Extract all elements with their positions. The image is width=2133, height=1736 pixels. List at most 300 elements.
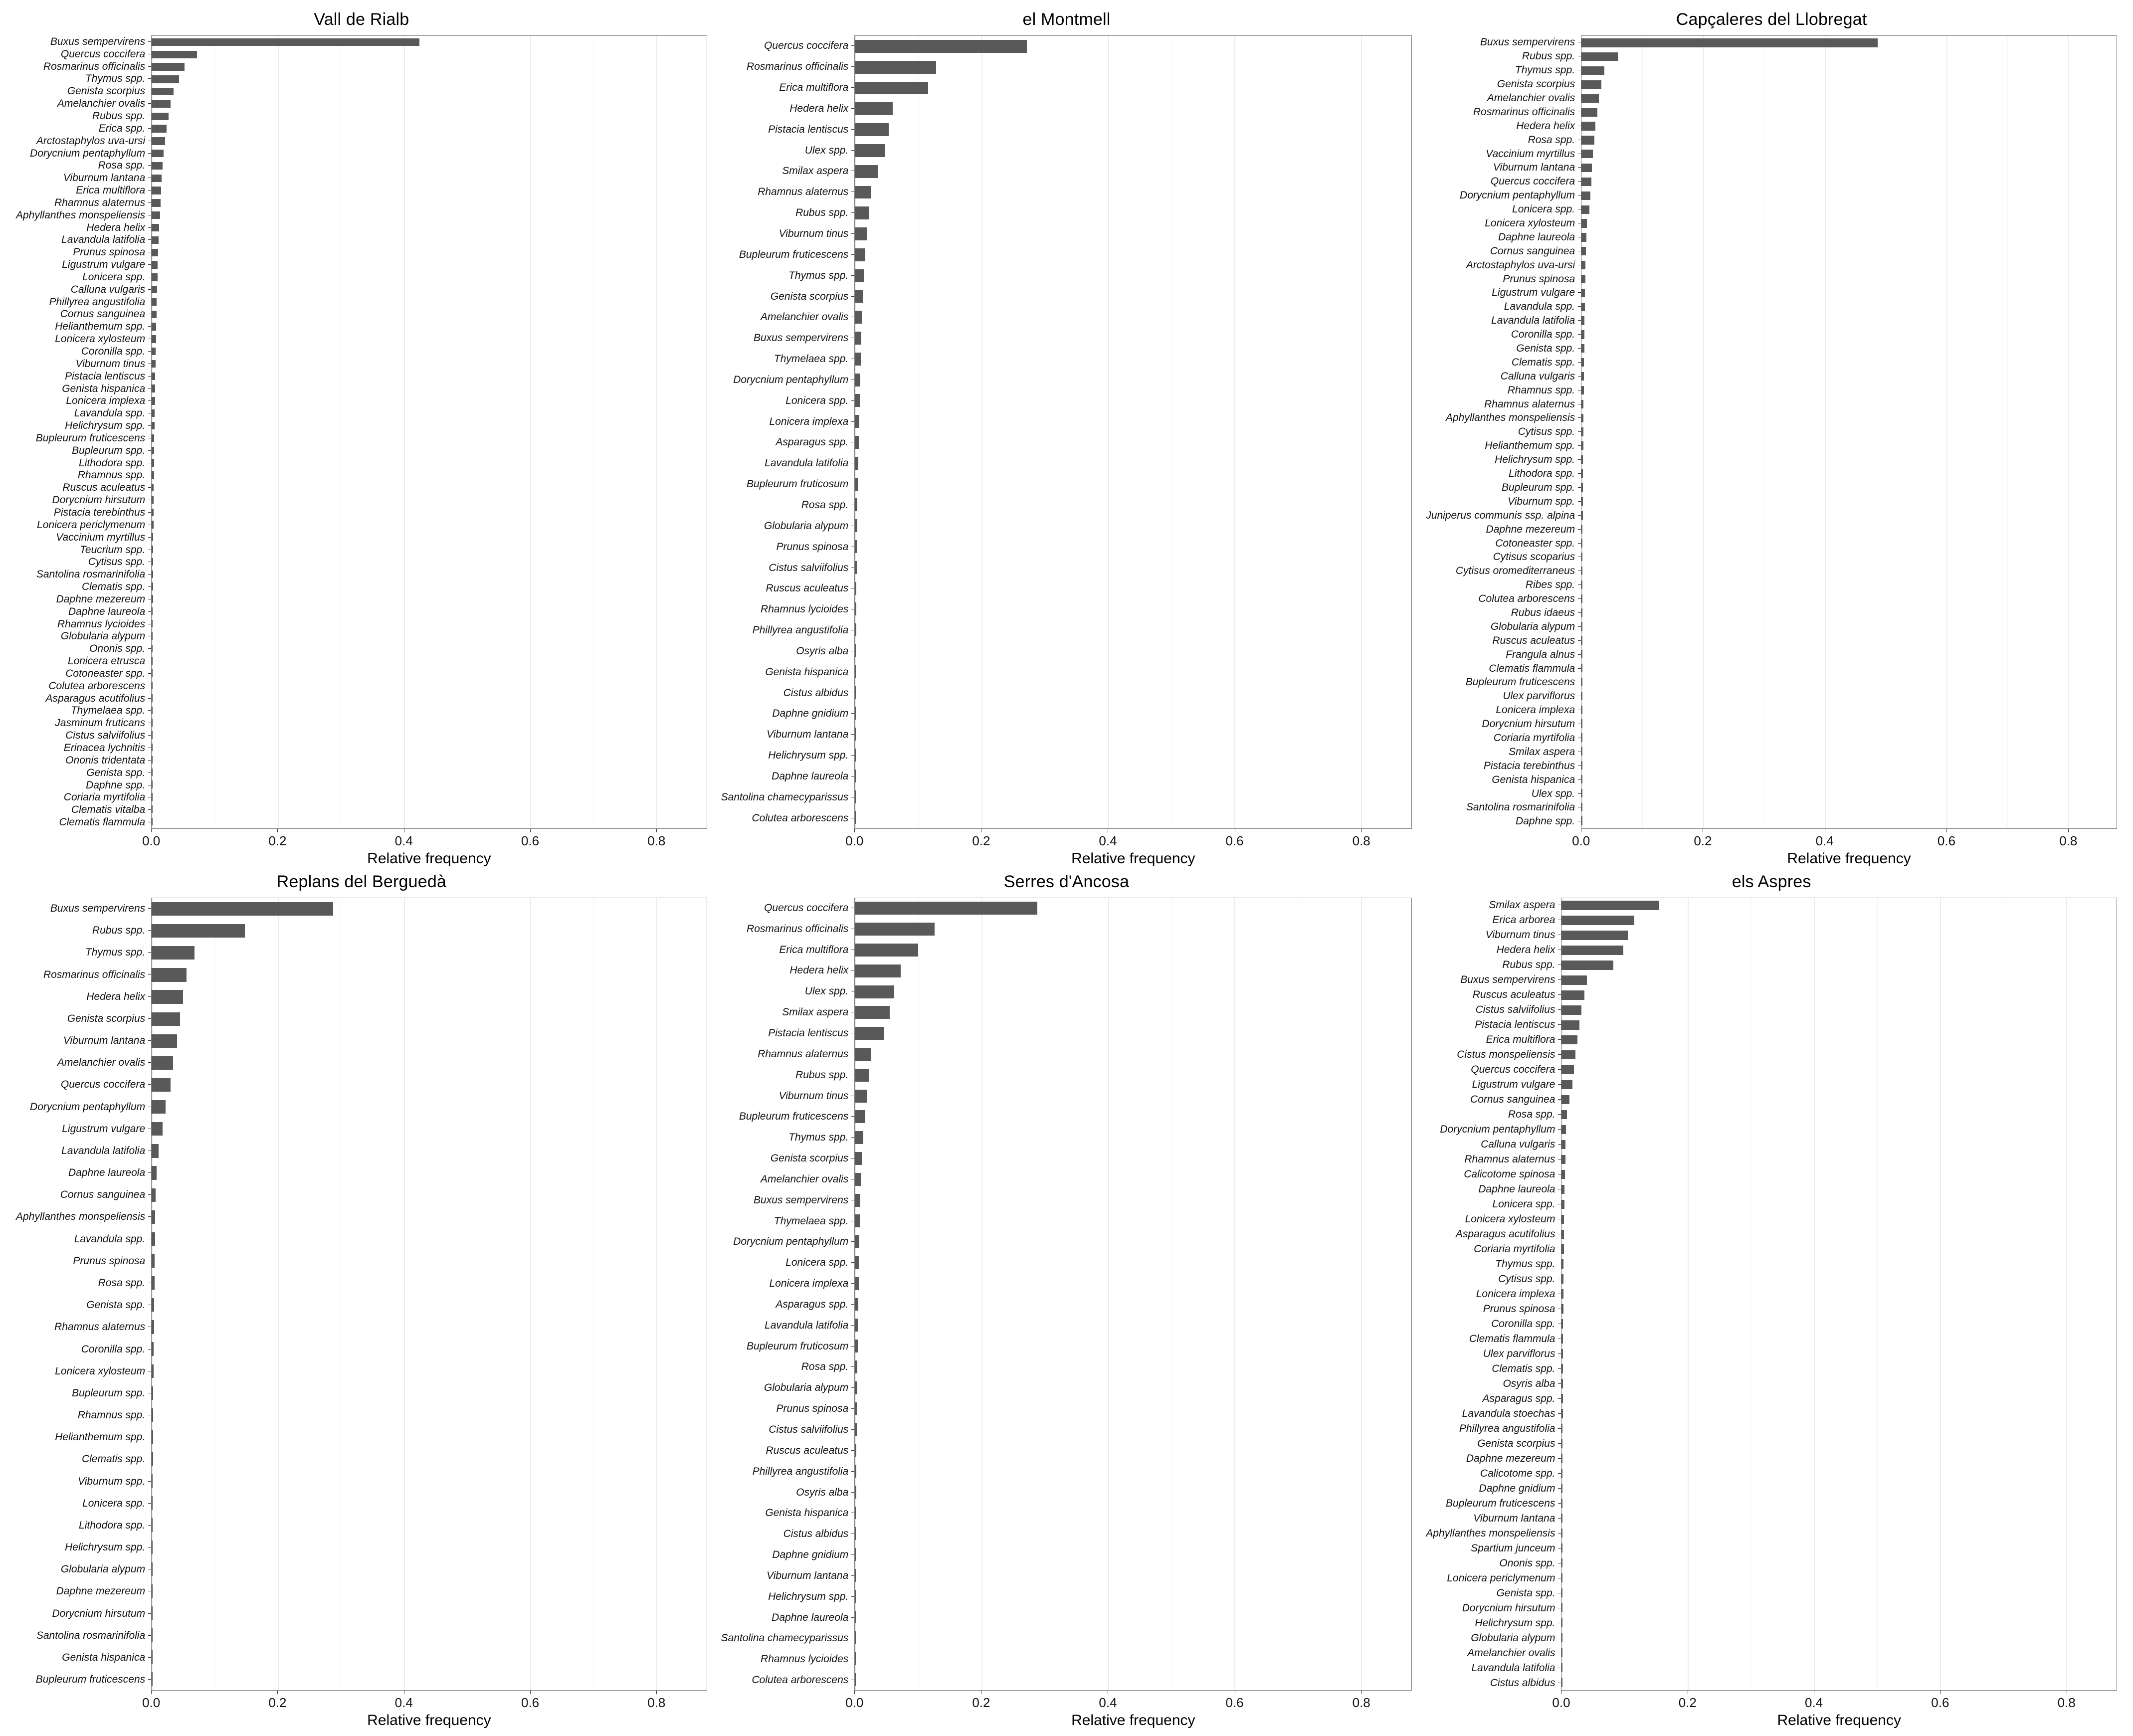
bar-row — [152, 704, 707, 717]
bar-row — [152, 803, 707, 815]
y-axis-label: Rubus spp. — [92, 925, 146, 937]
bar — [1561, 1454, 1562, 1463]
bar — [152, 1166, 156, 1179]
x-tick-label: 0.6 — [1931, 1695, 1949, 1710]
bar-row — [1581, 550, 2117, 564]
bar-row — [1561, 1167, 2117, 1182]
y-axis-label: Cistus monspeliensis — [1457, 1049, 1555, 1060]
bar — [855, 269, 864, 282]
y-axis-label: Daphne laureola — [1478, 1183, 1555, 1195]
bar — [152, 1298, 154, 1312]
y-axis-label: Amelanchier ovalis — [1467, 1647, 1555, 1659]
bar — [855, 1152, 862, 1165]
x-tick-label: 0.6 — [521, 1695, 540, 1710]
bar-row — [1581, 453, 2117, 467]
y-axis-label: Hedera helix — [1496, 944, 1555, 956]
bar-row — [152, 209, 707, 221]
bar — [152, 1408, 153, 1422]
y-axis-label: Aphyllanthes monspeliensis — [16, 209, 146, 221]
plot-canvas — [1561, 898, 2117, 1691]
bar-row — [152, 321, 707, 333]
bar-row — [855, 474, 1411, 495]
bar-row — [855, 161, 1411, 182]
bar-row — [152, 345, 707, 358]
y-axis-label: Helianthemum spp. — [55, 1431, 146, 1443]
plot-canvas — [854, 35, 1412, 829]
bar-series — [152, 36, 707, 828]
bar — [855, 1673, 856, 1686]
y-axis-label: Colutea arborescens — [752, 812, 849, 824]
x-tick-label: 0.0 — [1552, 1695, 1570, 1710]
bar — [152, 125, 167, 132]
y-axis-label: Bupleurum fruticescens — [739, 248, 849, 260]
bar — [855, 1569, 856, 1582]
bar-row — [1561, 1002, 2117, 1017]
bar — [152, 1452, 153, 1466]
bar — [855, 686, 856, 699]
y-axis-label: Coronilla spp. — [81, 1343, 146, 1355]
bar — [1561, 975, 1587, 985]
y-axis-label: Lonicera spp. — [785, 1257, 849, 1269]
bar-row — [1581, 244, 2117, 258]
y-axis-label: Erica spp. — [98, 122, 146, 134]
bar-row — [1581, 383, 2117, 397]
plot-area — [721, 898, 1412, 1691]
bar — [855, 248, 865, 261]
y-axis-label: Phillyrea angustifolia — [1459, 1423, 1555, 1434]
x-tick-label: 0.4 — [1099, 1695, 1117, 1710]
y-axis-label: Viburnum lantana — [1493, 162, 1575, 174]
x-tick — [854, 829, 855, 832]
bar-row — [855, 557, 1411, 578]
bar — [1581, 441, 1583, 450]
bar-row — [855, 1544, 1411, 1565]
bar — [855, 665, 856, 678]
bar — [1581, 692, 1582, 700]
bar — [1581, 636, 1582, 644]
bar — [1561, 1499, 1562, 1508]
bar — [1561, 1469, 1562, 1478]
bar — [152, 657, 153, 664]
bar-row — [152, 920, 707, 942]
bar-row — [152, 1250, 707, 1272]
bar — [855, 457, 858, 470]
y-axis-label: Dorycnium pentaphyllum — [1460, 190, 1575, 201]
bar-row — [1561, 1332, 2117, 1347]
bar — [855, 1110, 865, 1123]
bar — [152, 261, 158, 268]
panel-title: els Aspres — [1732, 872, 1811, 891]
y-axis-label: Genista scorpius — [770, 1153, 849, 1164]
bar — [152, 694, 153, 702]
y-axis-label: Lavandula latifolia — [1491, 315, 1575, 327]
y-axis-label: Cytisus spp. — [1518, 426, 1575, 438]
bar — [1581, 289, 1585, 297]
y-axis-label: Genista hispanica — [765, 666, 849, 678]
y-axis-label: Bupleurum fruticescens — [739, 1111, 849, 1123]
bar-row — [152, 296, 707, 308]
bar-row — [1561, 1017, 2117, 1032]
bar-row — [855, 1482, 1411, 1503]
bar-row — [855, 244, 1411, 265]
bar-row — [855, 786, 1411, 807]
bar-row — [855, 307, 1411, 328]
bar-row — [1581, 272, 2117, 286]
bar-row — [152, 519, 707, 531]
bar-row — [855, 1627, 1411, 1648]
bar-row — [152, 308, 707, 321]
y-axis-label: Erica arborea — [1492, 914, 1555, 926]
y-axis-label: Genista spp. — [86, 767, 146, 778]
y-axis-label: Ulex parviflorus — [1483, 1348, 1555, 1359]
bar-row — [855, 981, 1411, 1002]
y-axis-label: Daphne spp. — [1516, 815, 1575, 827]
y-axis-label: Rhamnus alaternus — [54, 1321, 146, 1333]
bar-row — [1581, 258, 2117, 272]
bar-row — [152, 1514, 707, 1536]
bar-row — [152, 1492, 707, 1514]
y-axis-label: Rosa spp. — [1508, 1109, 1555, 1120]
y-axis-label: Helichrysum spp. — [65, 1542, 146, 1553]
bar — [1561, 1155, 1565, 1164]
bar — [1561, 1110, 1567, 1120]
bar-row — [152, 568, 707, 580]
bar — [1561, 1304, 1563, 1314]
y-axis-label: Coronilla spp. — [1491, 1318, 1555, 1330]
y-axis-label: Rhamnus lycioides — [761, 603, 849, 615]
bar-row — [152, 1316, 707, 1338]
x-axis-title: Relative frequency — [1777, 1712, 1901, 1729]
y-axis-label: Cistus salviifolius — [769, 1424, 849, 1436]
bar-row — [855, 78, 1411, 99]
axis-spacer — [16, 829, 151, 849]
bar — [1561, 1633, 1562, 1643]
y-axis-label: Cotoneaster spp. — [1495, 537, 1575, 549]
bar-row — [152, 358, 707, 370]
y-axis-label: Asparagus spp. — [776, 436, 849, 448]
y-axis-label: Genista scorpius — [1477, 1438, 1555, 1449]
bar-row — [1561, 1451, 2117, 1466]
bar — [152, 707, 153, 714]
bar-row — [152, 494, 707, 506]
bar-row — [152, 1404, 707, 1426]
bar-row — [152, 741, 707, 754]
bar — [855, 394, 859, 407]
bar-row — [152, 185, 707, 197]
bar — [855, 290, 862, 303]
bar — [1581, 803, 1582, 811]
y-axis-labels — [721, 898, 852, 1691]
y-axis-label: Prunus spinosa — [776, 541, 849, 553]
bar-row — [1561, 1317, 2117, 1332]
bar — [1581, 789, 1582, 797]
x-tick — [530, 829, 531, 832]
bar — [1581, 608, 1582, 617]
axis-spacer — [1426, 1691, 1561, 1711]
bar-row — [152, 1052, 707, 1074]
bar — [152, 187, 161, 194]
bar — [152, 38, 419, 46]
bar — [1561, 1364, 1562, 1373]
y-axis-label: Lonicera implexa — [1476, 1288, 1555, 1300]
bar-row — [855, 98, 1411, 119]
bar — [1561, 1678, 1562, 1688]
y-axis-label: Daphne mezereum — [1486, 523, 1575, 535]
y-axis-label: Cistus albidus — [1490, 1677, 1555, 1689]
bar-row — [1561, 1391, 2117, 1406]
bar — [1561, 1409, 1562, 1418]
x-tick-label: 0.4 — [394, 1695, 413, 1710]
bar-row — [152, 531, 707, 544]
y-axis-label: Osyris alba — [1503, 1378, 1555, 1389]
bar-row — [152, 61, 707, 73]
y-axis-label: Colutea arborescens — [1478, 593, 1575, 605]
y-axis-label: Lavandula stoechas — [1462, 1408, 1555, 1419]
bar — [152, 422, 155, 429]
bar-row — [855, 140, 1411, 161]
bar — [1561, 1274, 1563, 1284]
plot-canvas — [854, 898, 1412, 1691]
y-axis-label: Quercus coccifera — [1490, 176, 1575, 188]
bar-row — [1561, 1615, 2117, 1630]
bar-row — [855, 202, 1411, 223]
bar — [152, 1474, 153, 1488]
y-axis-label: Hedera helix — [1516, 120, 1575, 132]
bar-row — [152, 469, 707, 481]
bar — [1581, 539, 1582, 547]
y-axis-label: Cytisus spp. — [88, 556, 146, 568]
bar — [152, 63, 185, 70]
y-axis-label: Viburnum tinus — [778, 228, 849, 240]
bar-row — [152, 580, 707, 593]
bar — [1581, 511, 1582, 520]
x-tick — [151, 1691, 152, 1694]
bar — [152, 224, 159, 231]
bar — [152, 459, 154, 466]
bar — [152, 1584, 153, 1598]
bar — [1581, 816, 1582, 825]
y-axis-label: Helichrysum spp. — [1475, 1617, 1555, 1629]
bar-row — [152, 1448, 707, 1470]
x-axis — [16, 829, 707, 867]
y-axis-labels — [16, 35, 148, 829]
bar-row — [152, 1558, 707, 1580]
bar — [855, 1590, 856, 1603]
y-axis-label: Dorycnium hirsutum — [1482, 718, 1575, 730]
y-axis-label: Erica multiflora — [779, 82, 849, 94]
bar — [152, 236, 159, 244]
bar-row — [855, 1231, 1411, 1252]
y-axis-label: Dorycnium pentaphyllum — [1440, 1124, 1555, 1135]
bar — [152, 769, 153, 776]
x-tick — [1946, 829, 1947, 832]
bar-row — [1581, 675, 2117, 689]
y-axis-label: Ruscus aculeatus — [1492, 634, 1575, 646]
bar — [1581, 427, 1583, 436]
y-axis-label: Aphyllanthes monspeliensis — [1445, 412, 1575, 424]
bar — [152, 1342, 154, 1355]
bar — [152, 546, 153, 553]
bar-row — [1561, 1585, 2117, 1600]
y-axis-label: Daphne laureola — [68, 605, 146, 617]
bar-row — [855, 390, 1411, 411]
bar — [1561, 1230, 1564, 1239]
bar-row — [152, 135, 707, 148]
y-axis-label: Rhamnus spp. — [77, 1409, 146, 1421]
bar-row — [152, 259, 707, 271]
bar-row — [855, 370, 1411, 390]
bar-row — [1581, 661, 2117, 675]
y-axis-label: Daphne laureola — [772, 1611, 849, 1623]
y-axis-label: Smilax aspera — [1509, 746, 1575, 758]
bar — [152, 607, 153, 615]
bar — [1581, 150, 1593, 158]
y-axis-label: Erica multiflora — [76, 185, 146, 196]
bar-row — [855, 1148, 1411, 1169]
bar — [152, 1012, 180, 1026]
bar-row — [152, 370, 707, 383]
x-tick-label: 0.8 — [647, 1695, 666, 1710]
x-axis — [721, 1691, 1412, 1729]
bar — [1561, 1005, 1581, 1015]
bar-row — [1561, 1032, 2117, 1047]
y-axis-label: Clematis flammula — [1489, 662, 1575, 674]
bar — [1581, 664, 1582, 672]
y-axis-label: Bupleurum spp. — [1502, 481, 1575, 493]
y-axis-label: Rosmarinus officinalis — [43, 60, 146, 72]
bar — [855, 61, 936, 74]
bar-row — [855, 1607, 1411, 1628]
y-axis-label: Rhamnus alaternus — [758, 186, 849, 198]
bar — [1581, 38, 1878, 47]
bar-row — [152, 692, 707, 704]
x-tick-label: 0.2 — [972, 1695, 990, 1710]
bar-row — [1581, 536, 2117, 550]
bar-row — [152, 147, 707, 160]
y-axis-label: Quercus coccifera — [60, 48, 146, 60]
y-axis-label: Calicotome spinosa — [1464, 1168, 1555, 1180]
plot-canvas — [151, 35, 707, 829]
y-axis-label: Prunus spinosa — [776, 1403, 849, 1415]
x-tick — [1361, 829, 1362, 832]
bar — [855, 415, 859, 428]
bar-row — [152, 85, 707, 98]
bar-row — [855, 1523, 1411, 1544]
y-axis-label: Pistacia lentiscus — [1475, 1019, 1555, 1030]
y-axis-label: Dorycnium hirsutum — [1462, 1602, 1555, 1614]
y-axis-label: Dorycnium pentaphyllum — [30, 147, 146, 159]
bar — [1561, 1200, 1564, 1209]
bar-row — [1561, 1197, 2117, 1212]
y-axis-label: Ligustrum vulgare — [1472, 1079, 1555, 1090]
bar — [1581, 386, 1583, 394]
x-tick-label: 0.8 — [2059, 833, 2078, 848]
y-axis-label: Ligustrum vulgare — [62, 259, 146, 271]
x-axis-title: Relative frequency — [1071, 1712, 1195, 1729]
bar-row — [855, 766, 1411, 786]
bar — [152, 447, 154, 454]
bar-row — [152, 1030, 707, 1052]
y-axis-label: Dorycnium pentaphyllum — [30, 1101, 146, 1113]
y-axis-label: Lithodora spp. — [79, 457, 146, 469]
y-axis-label: Teucrium spp. — [80, 544, 146, 556]
bar — [1581, 469, 1583, 478]
bar — [152, 1254, 155, 1268]
bar — [855, 40, 1027, 53]
x-tick-label: 0.4 — [1804, 1695, 1823, 1710]
bar — [1581, 414, 1583, 422]
bar-row — [152, 197, 707, 209]
axis-title-spacer — [721, 849, 855, 867]
y-axis-label: Ruscus aculeatus — [1472, 989, 1555, 1000]
y-axis-label: Genista scorpius — [67, 1012, 146, 1024]
y-axis-label: Globularia alypum — [1490, 620, 1575, 632]
bar — [152, 682, 153, 689]
y-axis-label: Lavandula latifolia — [1471, 1662, 1555, 1674]
y-axis-label: Viburnum spp. — [1508, 495, 1575, 507]
bar — [855, 1548, 856, 1561]
bar — [1581, 580, 1582, 589]
bar — [1581, 622, 1582, 630]
y-axis-label: Helichrysum spp. — [768, 1590, 849, 1602]
bar-row — [855, 182, 1411, 203]
bar — [855, 1652, 856, 1665]
y-axis-label: Helichrysum spp. — [768, 750, 849, 762]
bar-row — [152, 98, 707, 110]
bar — [152, 175, 162, 182]
y-axis-label: Quercus coccifera — [1471, 1064, 1555, 1075]
y-axis-label: Rubus idaeus — [1511, 606, 1575, 618]
bar-row — [855, 1461, 1411, 1482]
bar — [152, 558, 153, 566]
y-axis-label: Thymelaea spp. — [70, 705, 146, 717]
bar — [152, 162, 162, 170]
y-axis-label: Cornus sanguinea — [60, 308, 146, 320]
bar — [152, 1541, 153, 1554]
y-axis-label: Lonicera periclymenum — [37, 519, 146, 531]
y-axis-label: Lonicera implexa — [769, 415, 849, 427]
bar-row — [855, 898, 1411, 919]
y-axis-label: Amelanchier ovalis — [761, 311, 849, 323]
x-tick — [656, 1691, 657, 1694]
bar-row — [152, 110, 707, 123]
bar — [855, 644, 856, 657]
y-axis-label: Ulex parviflorus — [1503, 690, 1575, 702]
bar — [1581, 747, 1582, 756]
bar-row — [1561, 1302, 2117, 1317]
bar — [855, 1611, 856, 1624]
y-axis-label: Daphne gnidium — [772, 1549, 849, 1561]
x-axis — [16, 1691, 707, 1729]
bar-row — [1581, 481, 2117, 495]
y-axis-label: Clematis spp. — [1511, 356, 1575, 368]
y-axis-label: Pistacia lentiscus — [768, 1027, 849, 1039]
x-axis — [1426, 1691, 2117, 1729]
bar — [152, 1056, 173, 1070]
bar-row — [152, 667, 707, 679]
axis-title-spacer — [16, 1711, 151, 1729]
bar — [855, 353, 860, 366]
y-axis-label: Juniperus communis ssp. alpina — [1426, 509, 1575, 521]
bar-row — [152, 457, 707, 469]
y-axis-label: Viburnum lantana — [63, 172, 146, 184]
y-axis-label: Cornus sanguinea — [1490, 245, 1575, 257]
bar — [152, 946, 194, 960]
bar — [1561, 1424, 1562, 1433]
bar — [855, 1090, 867, 1103]
bar-row — [855, 724, 1411, 745]
y-axis-label: Rosa spp. — [98, 1277, 146, 1289]
